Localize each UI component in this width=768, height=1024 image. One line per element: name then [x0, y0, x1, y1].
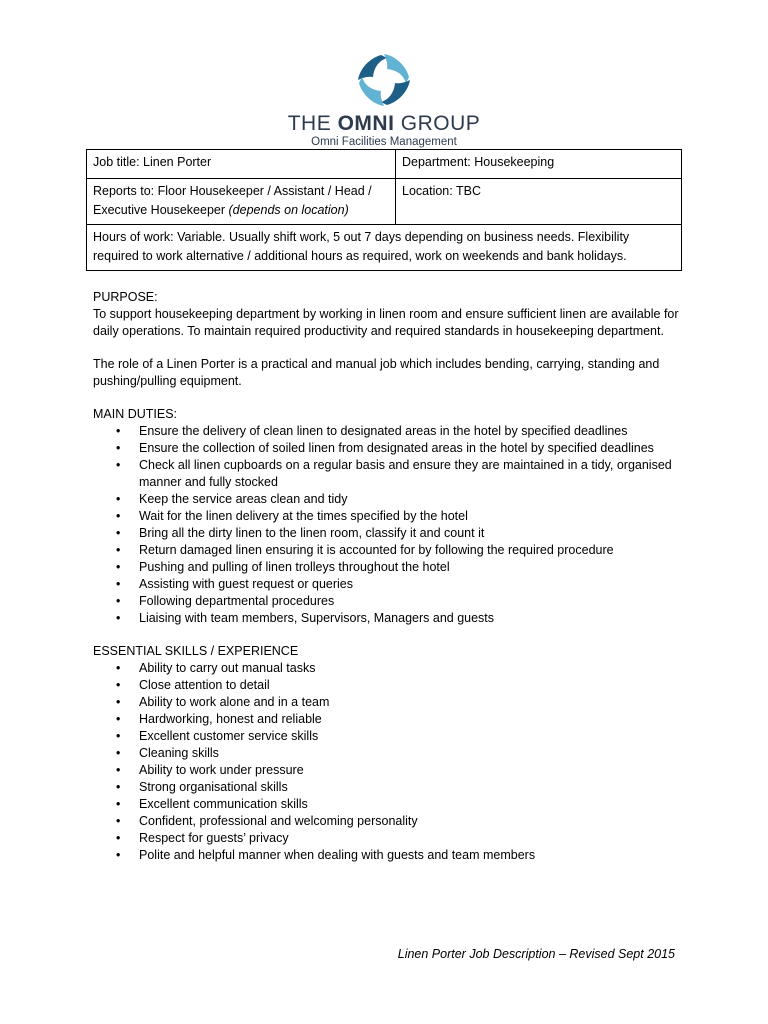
location-cell: [396, 179, 682, 225]
list-item: [93, 457, 683, 491]
bullet-icon: •: [116, 594, 121, 608]
department-cell: [396, 150, 682, 179]
brand-name: [0, 113, 768, 135]
bullet-icon: •: [116, 695, 121, 709]
list-item-text: Check all linen cupboards on a regular basis and ensure they are maintained in a tidy, organised manner and fully stocked: [139, 458, 672, 489]
main-duties-list: [93, 423, 683, 627]
bullet-icon: •: [116, 848, 121, 862]
job-title-value: Linen Porter: [143, 155, 212, 169]
list-item-text: Ensure the delivery of clean linen to designated areas in the hotel by specified deadlines: [139, 424, 628, 438]
list-item-text: Bring all the dirty linen to the linen room, classify it and count it: [139, 526, 485, 540]
list-item-text: Following departmental procedures: [139, 594, 335, 608]
brand-subtitle: Omni Facilities Management: [311, 136, 457, 148]
list-item: [93, 745, 683, 762]
list-item-text: Close attention to detail: [139, 678, 270, 692]
department-value: Housekeeping: [474, 155, 555, 169]
bullet-icon: •: [116, 712, 121, 726]
list-item-text: Liaising with team members, Supervisors, Managers and guests: [139, 611, 495, 625]
list-item: [93, 677, 683, 694]
list-item: [93, 559, 683, 576]
list-item: [93, 711, 683, 728]
list-item: [93, 593, 683, 610]
location-value: TBC: [455, 184, 481, 198]
list-item: [93, 508, 683, 525]
bullet-icon: •: [116, 797, 121, 811]
department-label: Department:: [402, 155, 471, 169]
bullet-icon: •: [116, 814, 121, 828]
hours-cell: [87, 225, 682, 271]
list-item-text: Return damaged linen ensuring it is accounted for by following the required procedure: [139, 543, 614, 557]
bullet-icon: •: [116, 729, 121, 743]
skills-list: [93, 660, 683, 864]
brand-name-bold: OMNI: [337, 112, 395, 135]
reports-to-cell: [87, 179, 396, 225]
list-item-text: Ability to work under pressure: [139, 763, 304, 777]
list-item-text: Cleaning skills: [139, 746, 219, 760]
list-item-text: Excellent customer service skills: [139, 729, 319, 743]
list-item: [93, 728, 683, 745]
list-item-text: Ensure the collection of soiled linen from designated areas in the hotel by specified deadlines: [139, 441, 654, 455]
hours-value: Variable. Usually shift work, 5 out 7 days depending on business needs. Flexibility required to work alternative / additional hours as required, work on weekends and bank holidays.: [93, 230, 630, 263]
list-item: [93, 694, 683, 711]
bullet-icon: •: [116, 678, 121, 692]
brand-name-part: THE: [287, 112, 338, 135]
bullet-icon: •: [116, 763, 121, 777]
purpose-heading: PURPOSE:: [93, 290, 158, 304]
list-item-text: Excellent communication skills: [139, 797, 308, 811]
skills-heading: ESSENTIAL SKILLS / EXPERIENCE: [93, 644, 299, 658]
bullet-icon: •: [116, 492, 121, 506]
document-body: [93, 289, 683, 864]
purpose-text: To support housekeeping department by working in linen room and ensure sufficient linen are available for daily operations. To maintain required productivity and required standards in housekeeping department.: [93, 307, 679, 338]
list-item: [93, 610, 683, 627]
list-item-text: Assisting with guest request or queries: [139, 577, 353, 591]
list-item-text: Ability to work alone and in a team: [139, 695, 330, 709]
list-item: [93, 440, 683, 457]
bullet-icon: •: [116, 560, 121, 574]
list-item-text: Pushing and pulling of linen trolleys throughout the hotel: [139, 560, 450, 574]
bullet-icon: •: [116, 577, 121, 591]
bullet-icon: •: [116, 746, 121, 760]
role-text: The role of a Linen Porter is a practical and manual job which includes bending, carrying, standing and pushing/pulling equipment.: [93, 357, 660, 388]
list-item: [93, 423, 683, 440]
list-item: [93, 830, 683, 847]
bullet-icon: •: [116, 424, 121, 438]
list-item-text: Keep the service areas clean and tidy: [139, 492, 348, 506]
bullet-icon: •: [116, 441, 121, 455]
footer-revision: Linen Porter Job Description – Revised Sept 2015: [397, 947, 675, 961]
bullet-icon: •: [116, 661, 121, 675]
bullet-icon: •: [116, 509, 121, 523]
logo: [0, 52, 768, 149]
list-item: [93, 779, 683, 796]
list-item-text: Respect for guests’ privacy: [139, 831, 289, 845]
location-label: Location:: [402, 184, 453, 198]
reports-to-label: Reports to:: [93, 184, 155, 198]
omni-logo-icon: [354, 52, 414, 108]
job-title-cell: [87, 150, 396, 179]
brand-name-part: GROUP: [394, 112, 481, 135]
list-item-text: Strong organisational skills: [139, 780, 288, 794]
list-item-text: Ability to carry out manual tasks: [139, 661, 316, 675]
bullet-icon: •: [116, 611, 121, 625]
bullet-icon: •: [116, 526, 121, 540]
list-item: [93, 542, 683, 559]
list-item-text: Hardworking, honest and reliable: [139, 712, 322, 726]
list-item-text: Confident, professional and welcoming personality: [139, 814, 418, 828]
list-item: [93, 813, 683, 830]
list-item-text: Wait for the linen delivery at the times specified by the hotel: [139, 509, 468, 523]
hours-label: Hours of work:: [93, 230, 174, 244]
list-item: [93, 491, 683, 508]
bullet-icon: •: [116, 831, 121, 845]
list-item: [93, 847, 683, 864]
list-item: [93, 762, 683, 779]
job-title-label: Job title:: [93, 155, 140, 169]
list-item: [93, 525, 683, 542]
reports-to-note: (depends on location): [228, 203, 349, 217]
list-item: [93, 796, 683, 813]
bullet-icon: •: [116, 780, 121, 794]
list-item-text: Polite and helpful manner when dealing with guests and team members: [139, 848, 536, 862]
job-info-table: [86, 149, 682, 271]
main-duties-heading: MAIN DUTIES:: [93, 407, 178, 421]
bullet-icon: •: [116, 543, 121, 557]
bullet-icon: •: [116, 458, 121, 472]
list-item: [93, 660, 683, 677]
reports-to-value: Floor Housekeeper / Assistant / Head / Executive Housekeeper: [93, 184, 372, 217]
list-item: [93, 576, 683, 593]
